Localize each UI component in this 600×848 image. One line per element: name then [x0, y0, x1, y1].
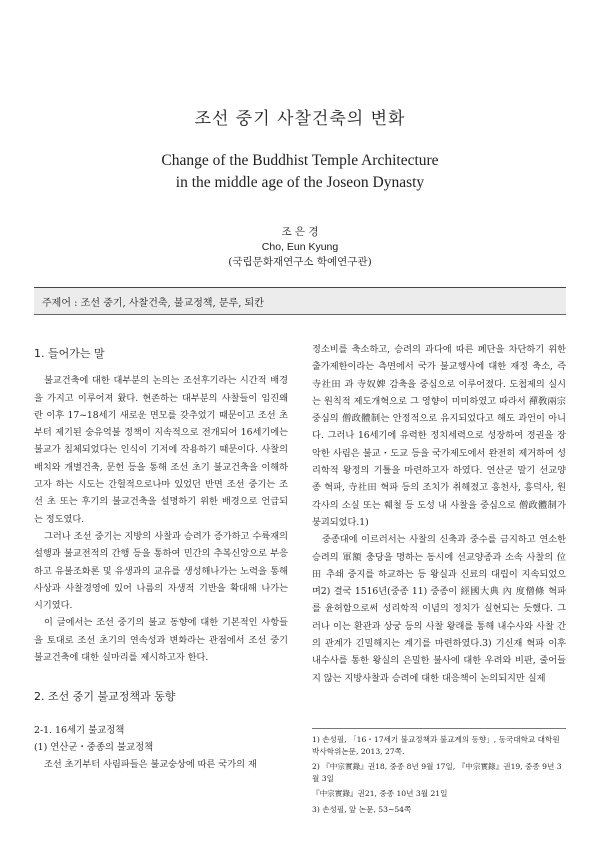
subsection-heading: 2-1. 16세기 불교정책	[34, 724, 125, 736]
footnote: 3) 손성필, 앞 논문, 53~54쪽	[312, 804, 412, 814]
paragraph: 중종대에 이르러서는 사찰의 신축과 중수를 금지하고 연소한 승려의 軍額 충당을 명하는 동시에 선교양종과 소속 사찰의 位田 추쇄 중지를 하교하는 등 왕실과 신료의 대립이 지속되었으며2) 결국 1516년(중종 11) 중종이 經國大典 內 度僧條 혁파를 윤허함으로써 성리학적 이념의 정치가 실현되는 듯했다. 그러나 이는 환관과 상궁 등의 사찰 왕래를 통해 내수사와 사찰 간의 관계가 긴밀해지는 계기를 마련하였다.3) 기신재 혁파 이후 내수사를 통한 왕실의 은밀한 불사에 대한 우려와 비판, 줄어들지 않는 지방사찰과 승려에 대한 대응책이 논의되지만 실제	[312, 534, 566, 684]
section-2-heading: 2. 조선 중기 불교정책과 동향	[34, 690, 176, 704]
subsection-heading: (1) 연산군・중종의 불교정책	[34, 741, 154, 753]
paper-title-korean: 조선 중기 사찰건축의 변화	[194, 109, 406, 129]
keywords-box	[34, 287, 566, 315]
paragraph: 이 글에서는 조선 중기의 불교 동향에 대한 기본적인 사항들을 토대로 조선 초기의 연속성과 변화라는 관점에서 조선 중기 불교건축에 대한 실마리를 제시하고자 한다.	[34, 617, 288, 664]
footnote: 1) 손성필, 「16・17세기 불교정책과 불교계의 동향」, 동국대학교 대학원 박사학위논문, 2013, 27쪽.	[312, 735, 560, 756]
title-en-line-1: Change of the Buddhist Temple Architecture	[161, 152, 439, 169]
paragraph: 조선 초기부터 사림파들은 불교숭상에 따른 국가의 재	[44, 759, 257, 771]
author-block	[0, 225, 600, 270]
footnote: 2) 『中宗實錄』권18, 중종 8년 9월 17일, 『中宗實錄』권19, 중종 9년 3월 3일	[312, 762, 562, 783]
paragraph: 불교건축에 대한 대부분의 논의는 조선후기라는 시간적 배경을 가지고 이루어져 왔다. 현존하는 대부분의 사찰들이 임진왜란 이후 17~18세기 새로운 면모를 갖추었기 때문이고 조선 초부터 제기된 숭유억불 정책이 지속적으로 전개되어 16세기에는 불교가 침체되었다는 인식이 기저에 작용하기 때문이다. 사찰의 배치와 개별건축, 문헌 등을 통해 조선 초기 불교건축을 이해하고자 하는 시도는 간헐적으로나마 있었던 반면 조선 중기는 조선 초 또는 후기의 불교건축을 설명하기 위한 배경으로 언급되는 정도였다.	[34, 375, 288, 525]
left-column	[34, 345, 288, 774]
footnotes	[312, 728, 566, 819]
title-en-line-2: in the middle age of the Joseon Dynasty	[175, 174, 425, 191]
paragraph: 그러나 조선 중기는 지방의 사찰과 승려가 증가하고 수륙재의 설행과 불교전적의 간행 등을 통하여 민간의 추복신앙으로 부응하고 유불조화론 및 유생과의 교유를 생성해나가는 노력을 통해 사상과 사찰경영에 있어 나름의 자생적 기반을 확대해 나가는 시기였다.	[34, 530, 288, 612]
paragraph: 정소비를 축소하고, 승려의 과다에 따른 폐단을 차단하기 위한 출가제한이라는 측면에서 국가 불교행사에 대한 재정 축소, 즉 寺社田 과 寺奴婢 감축을 중심으로 이루어졌다. 도첩제의 실시는 원칙적 제도개혁으로 그 영향이 미미하였고 따라서 禪敎兩宗 중심의 僧政體制는 안정적으로 유지되었다고 해도 과언이 아니다. 그러나 16세기에 유력한 정치세력으로 성장하여 정권을 장악한 사림은 불교・도교 등을 국가제도에서 완전히 제거하여 성리학적 왕정의 기틀을 마련하고자 하였다. 연산군 말기 선교양종 혁파, 寺社田 혁파 등의 조치가 취해졌고 흥천사, 흥덕사, 원각사의 소실 또는 훼철 등 도성 내 사찰을 중심으로 僧政體制가 붕괴되었다.1)	[312, 344, 566, 528]
footnote: 『中宗實錄』권21, 중종 10년 3월 21일	[312, 789, 448, 798]
right-column	[312, 341, 566, 687]
author-name-english: Cho, Eun Kyung	[261, 241, 339, 253]
author-name-korean: 조 은 경	[281, 226, 319, 238]
section-1-heading: 1. 들어가는 말	[34, 347, 105, 360]
paper-title-english	[0, 150, 600, 194]
author-affiliation: (국립문화재연구소 학예연구관)	[228, 256, 372, 268]
keywords-text: 주제어 : 조선 중기, 사찰건축, 불교정책, 문루, 퇴칸	[42, 298, 264, 309]
